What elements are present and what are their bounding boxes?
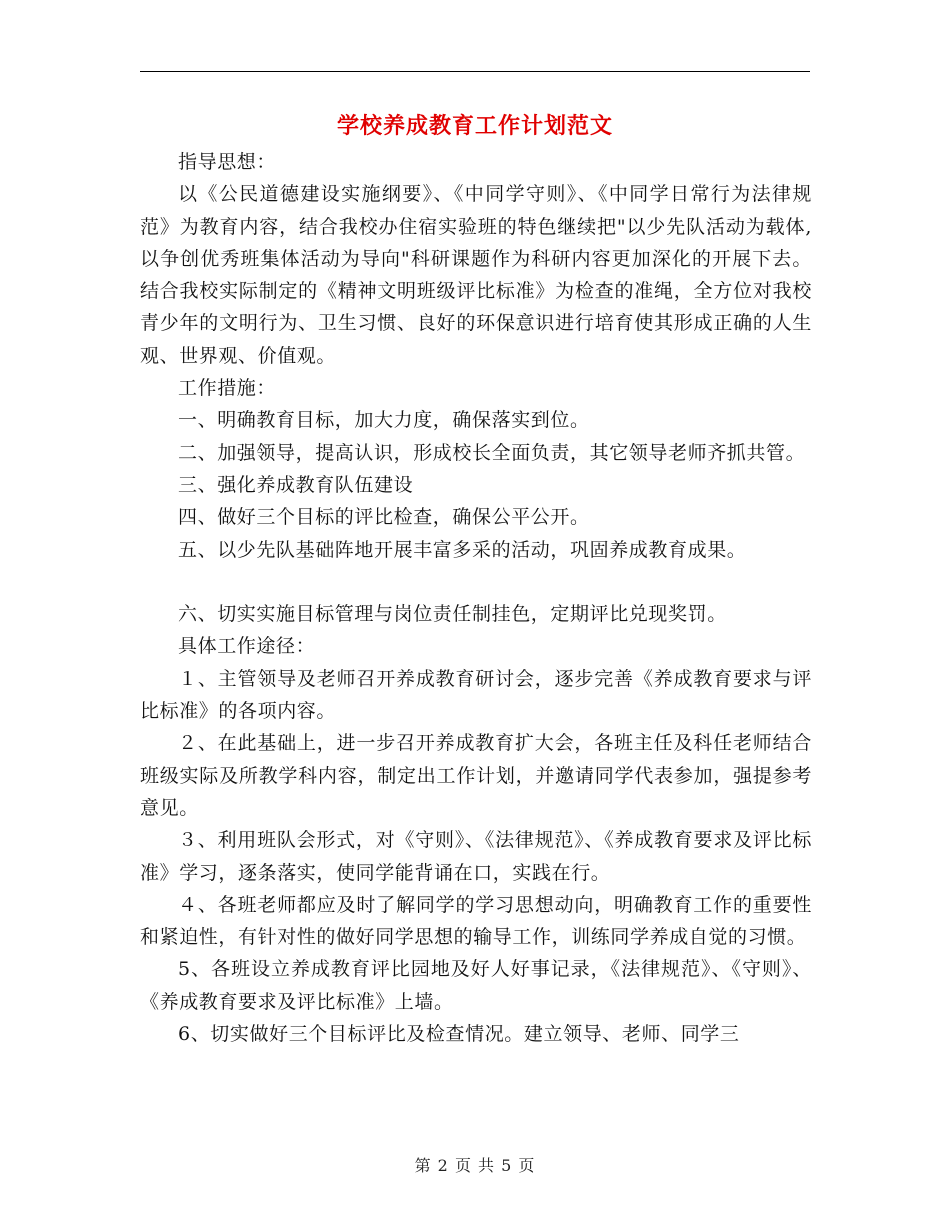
paragraph-guiding-content: 以《公民道德建设实施纲要》、《中同学守则》、《中同学日常行为法律规范》为教育内容，结合我校办住宿实验班的特色继续把"以少先队活动为载体,以争创优秀班集体活动为导向"科研课题作为科研内容更加深化的开展下去。结合我校实际制定的《精神文明班级评比标准》为检查的准绳，全方位对我校青少年的文明行为、卫生习惯、良好的环保意识进行培育使其形成正确的人生观、世界观、价值观。: [140, 183, 812, 367]
page-number: 第 2 页 共 5 页: [414, 1156, 536, 1175]
paragraph-measure-1: 一、明确教育目标，加大力度，确保落实到位。: [178, 409, 590, 432]
paragraph-approach-1: １、主管领导及老师召开养成教育研讨会，逐步完善《养成教育要求与评比标准》的各项内容。: [140, 667, 812, 723]
blank-line: [140, 566, 812, 598]
paragraph-measure-5: 五、以少先队基础阵地开展丰富多采的活动，巩固养成教育成果。: [178, 538, 747, 561]
paragraph-approach-4: ４、各班老师都应及时了解同学的学习思想动向，明确教育工作的重要性和紧迫性，有针对性的做好同学思想的输导工作，训练同学养成自觉的习惯。: [140, 893, 812, 949]
paragraph-measure-3: 三、强化养成教育队伍建设: [178, 473, 414, 496]
paragraph-approach-heading: 具体工作途径：: [178, 635, 316, 658]
paragraph-approach-6: 6、切实做好三个目标评比及检查情况。建立领导、老师、同学三: [178, 1023, 740, 1046]
paragraph-approach-5: 5、各班设立养成教育评比园地及好人好事记录，《法律规范》、《守则》、《养成教育要求及评比标准》上墙。: [140, 958, 812, 1013]
document-body: [140, 146, 812, 1050]
paragraph-approach-2: ２、在此基础上，进一步召开养成教育扩大会，各班主任及科任老师结合班级实际及所教学科内容，制定出工作计划，并邀请同学代表参加，强提参考意见。: [140, 732, 812, 819]
paragraph-measure-2: 二、加强领导，提高认识，形成校长全面负责，其它领导老师齐抓共管。: [178, 441, 806, 464]
header-rule: [140, 71, 810, 72]
paragraph-measures-heading: 工作措施：: [178, 377, 277, 400]
paragraph-guiding-heading: 指导思想：: [178, 151, 277, 173]
paragraph-approach-3: ３、利用班队会形式，对《守则》、《法律规范》、《养成教育要求及评比标准》学习，逐条落实，使同学能背诵在口，实践在行。: [140, 829, 812, 884]
paragraph-measure-4: 四、做好三个目标的评比检查，确保公平公开。: [178, 506, 590, 529]
document-title: 学校养成教育工作计划范文: [336, 113, 613, 139]
paragraph-measure-6: 六、切实实施目标管理与岗位责任制挂色，定期评比兑现奖罚。: [178, 603, 727, 626]
